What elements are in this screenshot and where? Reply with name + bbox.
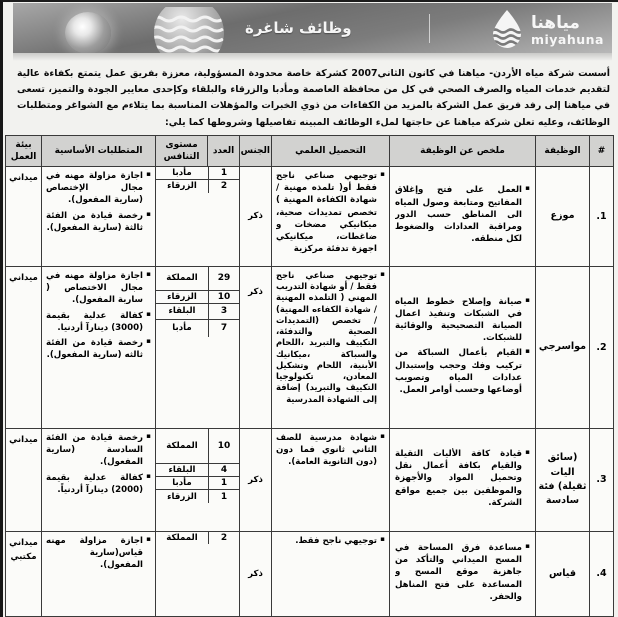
banner-shadow-strip — [13, 53, 612, 61]
table-row — [6, 166, 614, 266]
count-value: 2 — [208, 180, 239, 193]
job-title: (سائق اليات ثقيلة) فئة سادسة — [536, 428, 590, 531]
intro-paragraph: أسست شركة مياه الأردن- مياهنا في كانون الثاني2007 كشركة خاصة محدودة المسؤولية، معززة بفريق عمل يتمتع بكفاءة عالية لتقديم خدمات المياه والصرف الصحي في كل من محافظة العاصمة ومأدبا والزرقاء والبلقاء وكإحدى معايير الجودة والتميز، تسعى في مياهنا إلى رفد فريق عمل الشركة بالمزيد من الكفاءات من ذوي الخبرات والمؤهلات المناسبة بما يتلاءم مع الشواغر ومتطلبات الوظائف، وعليه تعلن شركة مياهنا عن حاجتها لملء الوظائف المبينه تفاصيلها وشروطها كما يلي: — [17, 68, 610, 128]
banner-divider — [429, 14, 430, 43]
count-region-cell — [156, 266, 240, 428]
education-cell — [272, 531, 390, 616]
job-title: موزع — [536, 166, 590, 266]
count-region-cell — [156, 531, 240, 616]
gender-cell: ذكر — [240, 531, 272, 616]
region-value: الزرقاء — [167, 181, 197, 192]
gender-cell: ذكر — [240, 266, 272, 428]
region-value: المملكة — [166, 532, 198, 543]
education-bullet: ▪ توجيهي صناعي ناجح فقط أو( تلمذه مهنية / شهادة الكفاءة المهنية ) تخصص تمديدات صحية، ميكانيكي مضخات و ضاغطات، ميكانيكي اجهزة تدفئة مركزية — [276, 170, 385, 255]
requirement-bullet: ▪ اجازة مزاولة مهنه قياس(سارية المفعول). — [46, 535, 151, 572]
logo-wordmark — [531, 15, 604, 47]
education-cell — [272, 166, 390, 266]
table-header-row — [6, 135, 614, 166]
job-summary-cell — [390, 266, 536, 428]
region-value: مأدبا — [172, 323, 192, 334]
job-title: قياس — [536, 531, 590, 616]
region-value: المملكة — [156, 429, 208, 464]
environment-cell: ميداني — [6, 166, 42, 266]
logo-arabic-text: مياهنا — [530, 13, 580, 34]
water-drop-icon — [490, 9, 524, 53]
requirement-bullet: ▪ رخصة قيادة من الفئة ثالثة (سارية المفعول). — [46, 210, 151, 234]
sphere-decoration — [65, 12, 111, 53]
requirement-bullet: ▪ رخصة قيادة من الفئة ثالثه (سارية المفعول). — [46, 337, 151, 361]
region-value: البلقاء — [156, 304, 208, 320]
count-value: 10 — [208, 429, 239, 464]
region-value: الزرقاء — [167, 491, 197, 502]
count-value: 29 — [208, 267, 239, 291]
region-value: البلقاء — [156, 464, 208, 477]
col-header-gender: الجنس — [240, 135, 272, 166]
region-value: الزرقاء — [156, 291, 208, 304]
count-value: 10 — [208, 291, 239, 304]
summary-bullet: ▪ العمل على فتح وإغلاق المفاتيح ومتابعة وصول المياه الى المناطق حسب الدور ومراقبة العدادات والضغوط لكل منطقه. — [395, 184, 530, 245]
col-header-job: الوظيفة — [536, 135, 590, 166]
col-header-count: العدد — [208, 135, 240, 166]
banner-title: وظائف شاغرة — [245, 19, 352, 37]
education-bullet: ▪ شهادة مدرسية للصف الثاني ثانوي فما دون (دون الثانوية العامة). — [276, 432, 385, 469]
job-number: 3. — [590, 428, 614, 531]
table-row — [6, 266, 614, 428]
requirements-cell — [42, 266, 156, 428]
table-row — [6, 531, 614, 616]
count-value: 4 — [208, 464, 239, 477]
summary-bullet: ▪ قيادة كافة الأليات الثقيلة والقيام بكافة أعمال نقل وتحميل المواد والأجهزة والموظفين بين جميع مواقع الشركة. — [395, 448, 530, 509]
job-number: 2. — [590, 266, 614, 428]
requirement-bullet: ▪ اجازة مزاولة مهنه في مجال الاختصاص ( سارية المفعول). — [46, 270, 151, 307]
region-value: مأدبا — [156, 477, 208, 490]
environment-cell: ميداني — [6, 428, 42, 531]
requirement-bullet: ▪ رخصة قيادة من الفئة السادسة (سارية المفعول). — [46, 432, 151, 469]
count-region-cell — [156, 166, 240, 266]
jobs-table — [5, 135, 614, 617]
col-header-competition: مستوى التنافس — [156, 135, 208, 166]
logo-latin-text: miyahuna — [530, 32, 604, 48]
job-number: 1. — [590, 166, 614, 266]
count-value: 1 — [208, 167, 239, 180]
count-value: 3 — [208, 304, 239, 320]
education-bullet: ▪ توجيهي صناعي ناجح فقط / أو شهادة التدريب المهني ( التلمذه المهنية / شهادة الكفاءه المهنية) / تخصص (التمديدات الصحية والتدفئة، التكييف والتبريد ،اللحام والسباكة ،ميكانيك الأبنية، اللحام وتشكيل المعادن، تكنولوجيا التكييف والتبريد) إضافة إلى الشهادة المدرسية — [276, 270, 385, 405]
banner — [13, 3, 612, 53]
job-title: مواسرجي — [536, 266, 590, 428]
globe-water-icon — [151, 7, 227, 53]
count-value: 1 — [208, 477, 239, 490]
education-cell — [272, 266, 390, 428]
col-header-requirements: المتطلبات الأساسية — [42, 135, 156, 166]
table-row — [6, 428, 614, 531]
count-region-cell — [156, 428, 240, 531]
gender-cell: ذكر — [240, 166, 272, 266]
requirement-bullet: ▪ كفالة عدلية بقيمة (3000) دينارآ أردنيا. — [46, 310, 151, 334]
requirement-bullet: ▪ اجازة مزاولة مهنه في مجال الإختصاص (سارية المفعول). — [46, 170, 151, 207]
col-header-summary: ملخص عن الوظيفة — [390, 135, 536, 166]
education-cell — [272, 428, 390, 531]
col-header-environment: بيئة العمل — [6, 135, 42, 166]
education-bullet: ▪ توجيهي ناجح فقط. — [276, 535, 385, 547]
region-value: المملكة — [156, 267, 208, 291]
region-value: مأدبا — [156, 167, 208, 180]
job-summary-cell — [390, 428, 536, 531]
requirements-cell — [42, 166, 156, 266]
count-value: 7 — [208, 320, 239, 337]
summary-bullet: ▪ صيانة وإصلاح خطوط المياه في الشبكات وتنفيذ اعمال الصيانة التصحيحية والوقائية للشبكات. — [395, 296, 530, 345]
job-number: 4. — [590, 531, 614, 616]
environment-cell: ميداني — [6, 266, 42, 428]
miyahuna-logo — [490, 9, 604, 53]
job-summary-cell — [390, 166, 536, 266]
summary-bullet: ▪ مساعدة فرق المساحة في المسح الميداني والتأكد من جاهزية موقع المسح و المساعدة على فتح المناهل والحفر. — [395, 542, 530, 603]
count-value: 2 — [208, 532, 239, 544]
requirement-bullet: ▪ كفالة عدلية بقيمة (2000) دينارآ أردنياً. — [46, 472, 151, 496]
gender-cell: ذكر — [240, 428, 272, 531]
count-value: 1 — [208, 490, 239, 503]
summary-bullet: ▪ القيام بأعمال السباكة من تركيب وفك وحجب وإستبدال عدادات المياه وتصويب أوضاعها وحسب أوامر العمل. — [395, 347, 530, 396]
environment-cell: ميداني مكتبي — [6, 531, 42, 616]
requirements-cell — [42, 531, 156, 616]
col-header-num: # — [590, 135, 614, 166]
job-summary-cell — [390, 531, 536, 616]
requirements-cell — [42, 428, 156, 531]
col-header-education: التحصيل العلمي — [272, 135, 390, 166]
